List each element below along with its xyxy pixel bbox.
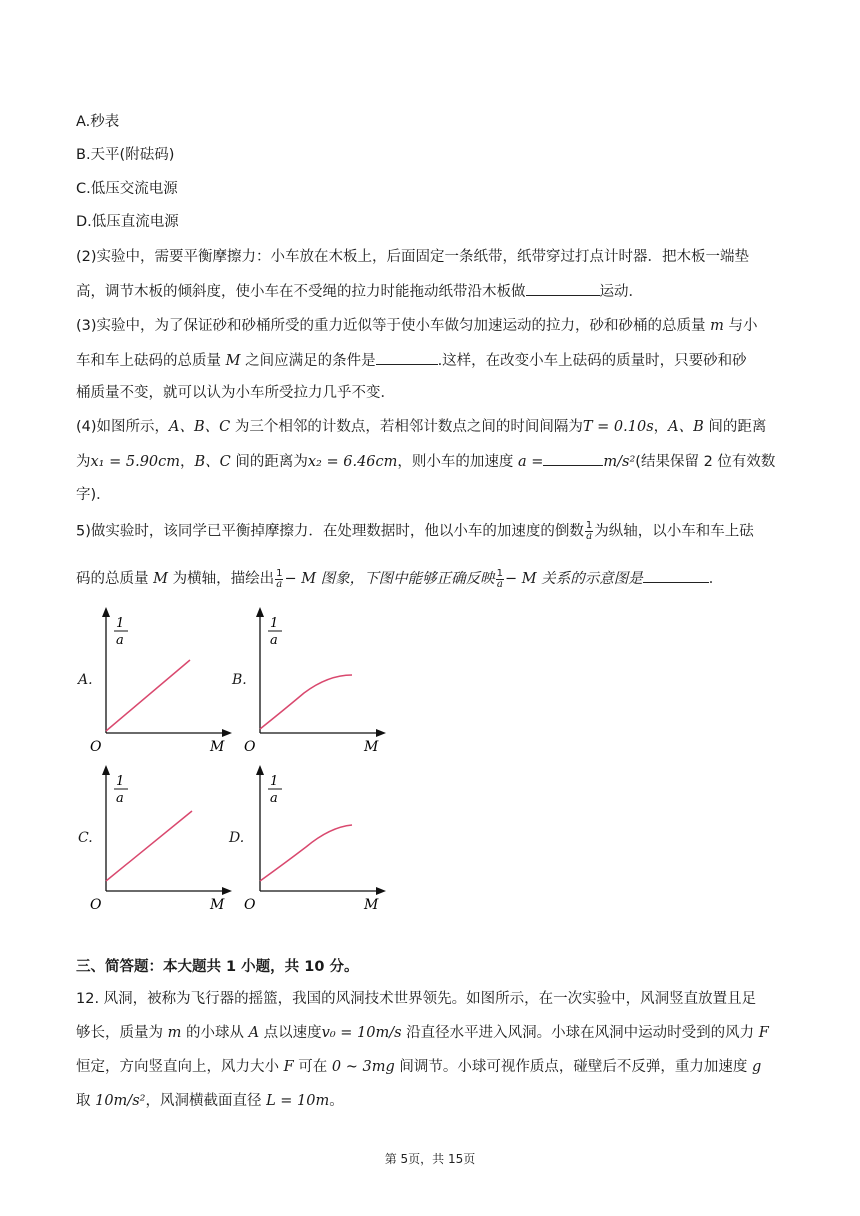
curve-line (106, 660, 190, 731)
origin-label: O (90, 739, 102, 755)
q5-line1: 5)做实验时，该同学已平衡掉摩擦力．在处理数据时，他以小车的加速度的倒数 $\frac{1}{a}$ 为纵轴，以小车和车上砝 (76, 520, 754, 542)
graph-b-label[interactable]: B. (232, 672, 247, 688)
graph-a-label[interactable]: A. (78, 672, 93, 688)
q3-line3: 桶质量不变，就可以认为小车所受拉力几乎不变． (76, 385, 395, 401)
svg-text:O: O (244, 739, 256, 755)
svg-text:1: 1 (270, 774, 279, 789)
svg-text:M: M (210, 897, 225, 913)
q3-line2: 车和车上砝码的总质量 M 之间应满足的条件是 .这样，在改变小车上砝码的质量时，只要砂和砂 (76, 350, 747, 371)
curve-line (260, 825, 352, 881)
q4-line3: 字)． (76, 487, 111, 503)
svg-text:1: 1 (270, 616, 279, 631)
fraction-1-over-a: $\frac{1}{a}$ (585, 520, 593, 542)
q5-line2: 码的总质量 M 为横轴，描绘出 $\frac{1}{a}$ − M 图象，下图中能够正确反映 $\frac{1}{a}$ − M 关系的示意图是 ． (76, 567, 724, 590)
svg-text:O: O (244, 897, 256, 913)
svg-text:a: a (270, 791, 278, 806)
option-c: C.低压交流电源 (76, 181, 178, 197)
section-heading: 三、简答题：本大题共 1 小题，共 10 分。 (76, 959, 359, 975)
graph-c-label[interactable]: C. (78, 830, 93, 846)
answer-blank (543, 451, 603, 466)
q2-line1: (2)实验中，需要平衡摩擦力：小车放在木板上，后面固定一条纸带，纸带穿过打点计时器．把木板一端垫 (76, 249, 750, 265)
answer-blank (526, 281, 600, 296)
graph-b[interactable] (240, 605, 390, 755)
graph-a[interactable] (86, 605, 236, 755)
option-a: A.秒表 (76, 114, 120, 130)
graph-d-label[interactable]: D. (229, 830, 245, 846)
q12-line1: 12. 风洞，被称为飞行器的摇篮，我国的风洞技术世界领先。如图所示，在一次实验中，风洞竖直放置且足 (76, 991, 757, 1007)
graph-d[interactable] (240, 763, 390, 913)
graph-c[interactable] (86, 763, 236, 913)
page-footer: 第 5页，共 15页 (384, 1152, 476, 1166)
answer-blank (376, 350, 438, 365)
curve-line (260, 675, 352, 729)
x-axis-label: M (210, 739, 225, 755)
svg-text:M: M (364, 739, 379, 755)
y-axis-num: 1 (116, 616, 125, 631)
svg-text:O: O (90, 897, 102, 913)
q3-line1: (3)实验中，为了保证砂和砂桶所受的重力近似等于使小车做匀加速运动的拉力，砂和砂桶的总质量 m 与小 (76, 318, 758, 334)
svg-text:1: 1 (116, 774, 125, 789)
option-d: D.低压直流电源 (76, 214, 179, 230)
q12-line2: 够长，质量为 m 的小球从 A 点以速度v₀ = 10m/s 沿直径水平进入风洞。小球在风洞中运动时受到的风力 F (76, 1025, 769, 1041)
curve-line (106, 811, 192, 881)
svg-text:a: a (116, 791, 124, 806)
svg-text:M: M (364, 897, 379, 913)
q2-line2: 高，调节木板的倾斜度，使小车在不受绳的拉力时能拖动纸带沿木板做 运动． (76, 281, 643, 302)
q12-line4: 取 10m/s²，风洞横截面直径 L = 10m。 (76, 1093, 344, 1109)
y-axis-den: a (116, 633, 124, 648)
answer-blank (643, 568, 709, 583)
option-b: B.天平(附砝码) (76, 147, 175, 163)
q12-line3: 恒定，方向竖直向上，风力大小 F 可在 0 ~ 3mg 间调节。小球可视作质点，碰壁后不反弹，重力加速度 g (76, 1059, 762, 1075)
svg-text:a: a (270, 633, 278, 648)
q4-line1: (4)如图所示，A、B、C 为三个相邻的计数点，若相邻计数点之间的时间间隔为T = 0.10s，A、B 间的距离 (76, 419, 767, 435)
q4-line2: 为x₁ = 5.90cm，B、C 间的距离为x₂ = 6.46cm，则小车的加速度 a = m/s²(结果保留 2 位有效数 (76, 451, 775, 472)
